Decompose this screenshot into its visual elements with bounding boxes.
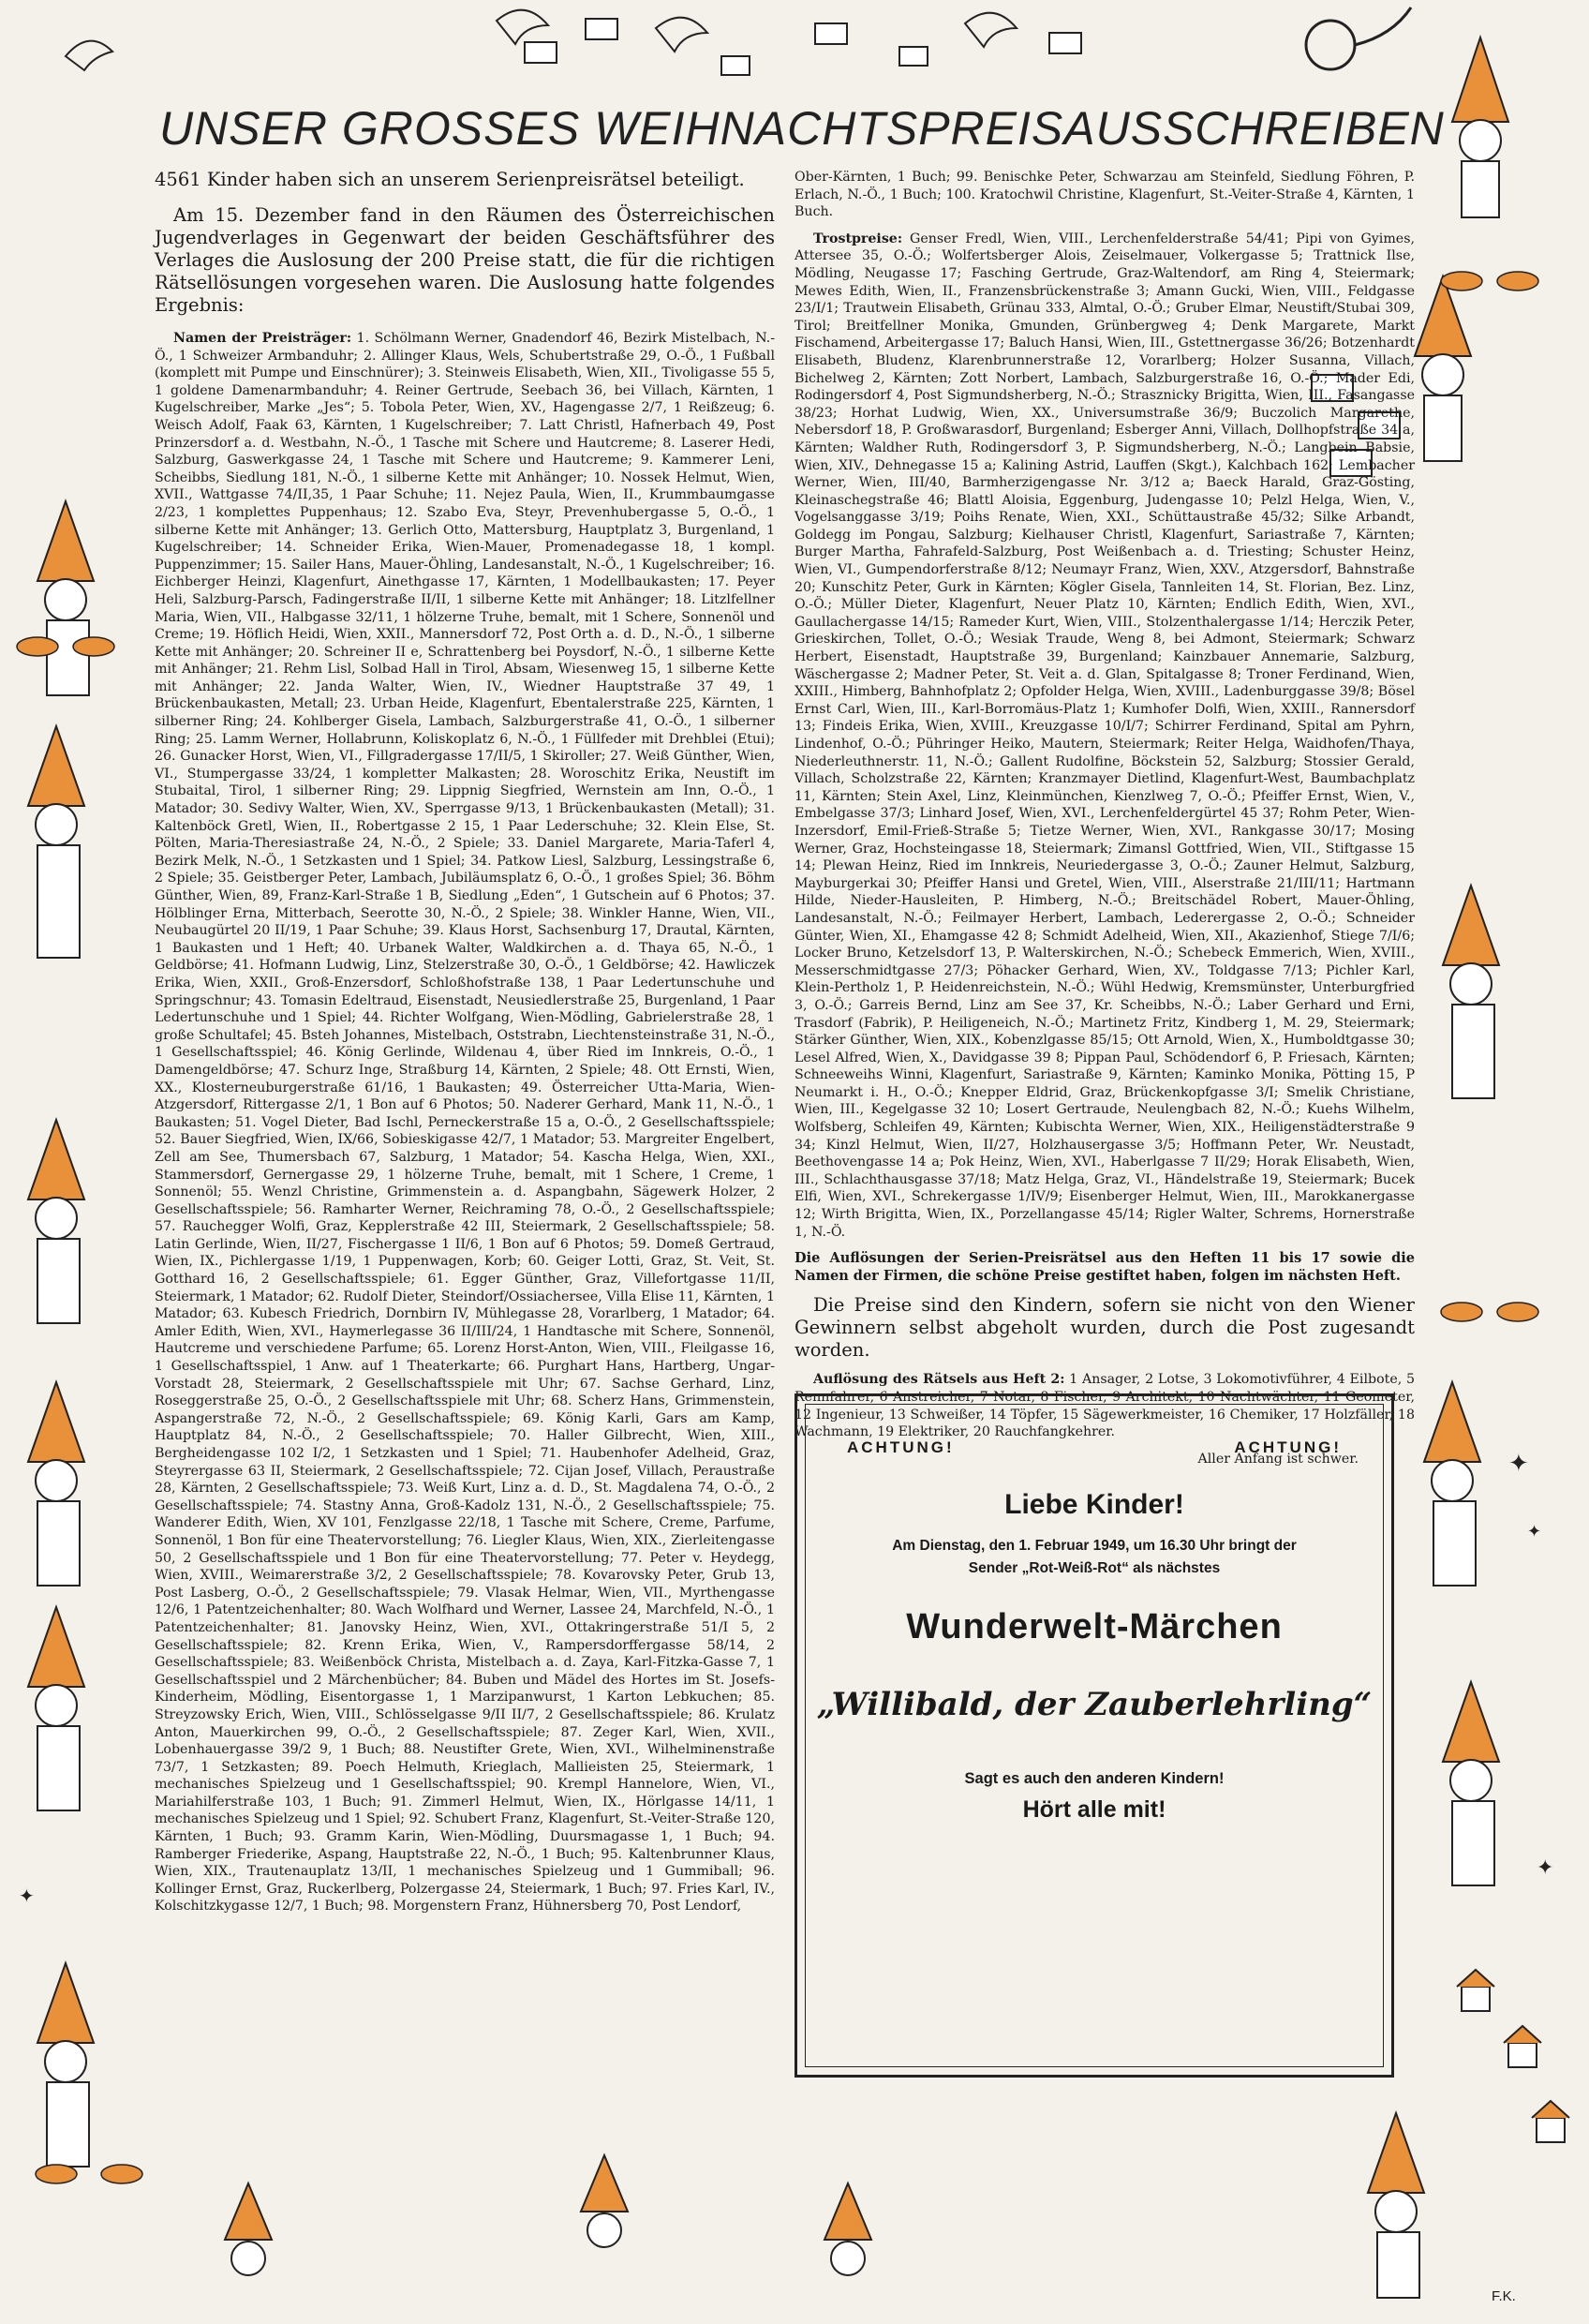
listen-call: Hört alle mit! [1022,1796,1166,1823]
solution-label: Auflösung des Rätsels aus Heft 2: [813,1372,1065,1388]
house-icon [1457,1970,1569,2142]
announcement-date-line: Am Dienstag, den 1. Februar 1949, um 16.30 Uhr bringt der [892,1538,1297,1554]
closing-line: Aller Anfang ist schwer. [1197,1451,1359,1467]
page-title: UNSER GROSSES WEIHNACHTSPREISAUSSCHREIBEN [159,102,1445,155]
share-line: Sagt es auch den anderen Kindern! [964,1770,1225,1787]
winners-list [155,330,775,1915]
consolation-text: Genser Fredl, Wien, VIII., Lerchenfelderstraße 54/41; Pipi von Gyimes, Attersee 35, O.-Ö.; Wolfertsberger Alois, Zeiselmauer, Volkergasse 5; Trattnick Ilse, Mödling, Neugasse 17; Fasching Gertrude, Graz-Waltendorf, am Ring 4, Steiermark; Mewes Edith, Wien, II., Franzensbrückenstraße 3; Amann Gucki, Wien, VIII., Feldgasse 23/I/1; Trautwein Elisabeth, Grünau 333, Almtal, O.-Ö.; Gruber Elmar, Neustift/Stubai 309, Tirol; Breitfellner Monika, Gmunden, Grünbergweg 4; Denk Margarete, Markt Fischamend, Arbeitergasse 17; Baluch Hansi, Wien, III., Gstettnergasse 36/26; Botzenhardt Elisabeth, Bludenz, Klarenbrunnerstraße 12, Vorarlberg; Holzer Susanna, Villach, Bichelweg 2, Kärnten; Zott Norbert, Lambach, Salzburgerstraße 16, O.-Ö.; Mader Edi, Rodingersdorf 4, Post Sigmundsherberg, N.-Ö.; Strasznicky Brigitta, Wien, III., Fasangasse 38/23; Horhat Ludwig, Wien, XX., Universumstraße 36/9; Buczolich Margarethe, Nebersdorf 18, P. Großwarasdorf, Burgenland; Esberger Anni, Villach, Dollhopfstraße 34 a, Kärnten; Waldher Ruth, Rodingersdorf 3, P. Sigmundsherberg, N.-Ö.; Langbein Babsie, Wien, XIV., Dehnegasse 15 a; Kalining Astrid, Lauffen (Skgt.), Kalchbach 162; Lembacher Werner, Wien, III/40, Barmherzigengasse Nr. 3/12 a; Baeck Harald, Graz-Gösting, Kleinaschegstraße 46; Blattl Aloisia, Eggenburg, Judengasse 10; Pelzl Helga, Wien, V., Vogelsanggasse 3/19; Poihs Renate, Wien, XXI., Schüttaustraße 45/32; Silke Arbandt, Goldegg im Pongau, Salzburg; Kielhauser Christl, Klagenfurt, Sariastraße 7, Kärnten; Burger Martha, Fahrafeld-Salzburg, Post Weißenbach a. d. Triesting; Schuster Heinz, Wien, VI., Gumpendorferstraße 8/12; Neumayr Franz, Wien, XXV., Atzgersdorf, Bahnstraße 20; Kunschitz Peter, Gurk in Kärnten; Kögler Gisela, Tannleiten 14, St. Florian, Bez. Linz, O.-Ö.; Müller Dieter, Klagenfurt, Neuer Platz 10, Kärnten; Endlich Edith, Wien, XVI., Gaullachergasse 14/15; Rameder Kurt, Wien, VIII., Stolzenthalergasse 1/14; Herczik Peter, Grieskirchen, Tollet, O.-Ö.; Wesiak Traude, Weng 8, bei Admont, Steiermark; Schwarz Herbert, Eisenstadt, Hauptstraße 39, Burgenland; Kainzbauer Annemarie, Salzburg, Wäschergasse 2; Madner Peter, St. Veit a. d. Glan, Spitalgasse 8; Troner Ferdinand, Wien, XXIII., Himberg, Bahnhofplatz 2; Opfolder Helga, Wien, XVIII., Ladenburggasse 39/8; Bösel Ernst Carl, Wien, III., Karl-Borromäus-Platz 1; Kumhofer Dolfi, Wien, XXIII., Rannersdorf 13; Findeis Erika, Wien, XVIII., Kreuzgasse 10/I/7; Schirrer Ferdinand, Spital am Pyhrn, Lindenhof, O.-Ö.; Pühringer Heiko, Mautern, Steiermark; Reiter Helga, Waidhofen/Thaya, Niederleuthnerstr. 11, N.-Ö.; Gallent Rudolfine, Böckstein 52, Salzburg; Stossier Gerald, Villach, Scholzstraße 22, Kärnten; Kranzmayer Dietlind, Klagenfurt-West, Baumbachplatz 11, Kärnten; Stein Axel, Linz, Kleinmünchen, Kienzlweg 7, O.-Ö.; Pfeiffer Ernst, Wien, V., Embelgasse 37/3; Linhard Josef, Wien, XVI., Lerchenfeldergürtel 45 37; Rohm Peter, Wien-Inzersdorf, Emil-Frieß-Straße 5; Tietze Werner, Wien, XVI., Rankgasse 30/17; Mosing Werner, Graz, Hochsteingasse 18, Steiermark; Zimansl Gottfried, Wien, VII., Stiftgasse 15 14; Plewan Heinz, Ried im Innkreis, Neuriedergasse 3, O.-Ö.; Zauner Helmut, Salzburg, Mayburgerkai 30; Pfeiffer Hansi und Gretel, Wien, VIII., Alserstraße 21/III/11; Hartmann Hilde, Nieder-Hausleiten, P. Himberg, N.-Ö.; Breitschädel Robert, Mauer-Öhling, Landesanstalt, N.-Ö.; Feilmayer Herbert, Lambach, Lederergasse 2, O.-Ö.; Schneider Günter, Wien, XI., Ehamgasse 42 8; Schmidt Adelheid, Wien, XII., Akazienhof, Stiege 7/I/6; Locker Bruno, Ketzelsdorf 13, P. Walterskirchen, N.-Ö.; Schebeck Emmerich, Wien, XVIII., Messerschmidtgasse 27/3; Pöhacker Gerhard, Wien, XV., Toldgasse 7/13; Pichler Karl, Klein-Pertholz 1, P. Heidenreichstein, N.-Ö.; Wühl Hedwig, Kremsmünster, Unterburgfried 3, O.-Ö.; Garreis Bernd, Linz am See 37, Kr. Scheibbs, N.-Ö.; Laber Gerhard und Erni, Trasdorf (Fabrik), P. Heiligeneich, N.-Ö.; Martinetz Fritz, Kindberg 1, M. 29, Steiermark; Stärker Günther, Wien, XIX., Kobenzlgasse 85/15; Ott Arnold, Wien, X., Humboldtgasse 30; Lesel Alfred, Wien, X., Davidgasse 39 8; Pippan Paul, Schödendorf 6, P. Friesach, Kärnten; Schneeweihs Winni, Klagenfurt, Sariastraße 9, Kärnten; Kaminko Monika, Pötting 15, P Neumarkt i. H., O.-Ö.; Knepper Eldrid, Graz, Brückenkopfgasse 3/I; Smelik Christiane, Wien, III., Kegelgasse 32 10; Losert Gertraude, Neulengbach 82, N.-Ö.; Kuehs Wilhelm, Wolfsberg, Schleifen 49, Kärnten; Kubischta Werner, Wien, XIX., Heiligenstädterstraße 9 34; Kinzl Helmut, Wien, II/27, Holzhausergasse 3/5; Hoffmann Peter, Wr. Neustadt, Beethovengasse 14 a; Pok Heinz, Wien, XVI., Haberlgasse 7 II/29; Horak Elisabeth, Wien, III., Schlachthausgasse 37/18; Matz Helga, Graz, VI., Händelstraße 19, Steiermark; Bucek Elfi, Wien, XVI., Schrekergasse 1/IV/9; Eisenberger Helmut, Wien, III., Marokkanergasse 12; Wirth Brigitta, Wien, IX., Porzellangasse 45/14; Rigler Walter, Schrems, Hornerstraße 1, N.-Ö. [794,231,1415,1240]
winners-label: Namen der Preisträger: [173,331,352,346]
left-column [155,169,775,2155]
delivery-note: Die Preise sind den Kindern, sofern sie nicht von den Wiener Gewinnern selbst abgeholt wurden, durch die Post zugesandt worden. [794,1294,1415,1362]
announcement-heading: Liebe Kinder! [1004,1489,1184,1520]
intro-drawing: Am 15. Dezember fand in den Räumen des Österreichischen Jugendverlages in Gegenwart der beiden Geschäftsführer des Verlages die Auslosung der 200 Preise statt, die für die richtigen Rätsellösungen vorgesehen waren. Die Auslosung hatte folgendes Ergebnis: [155,204,775,316]
attention-left: ACHTUNG! [847,1438,955,1456]
artist-signature: F.K. [1492,2288,1516,2304]
program-title: Wunderwelt-Märchen [906,1607,1283,1646]
story-title: „Willibald, der Zauberlehrling“ [816,1686,1373,1723]
svg-text:✦: ✦ [1537,1856,1554,1880]
svg-text:✦: ✦ [19,1885,35,1907]
announcement-inner-frame [805,1404,1384,2067]
consolation-list [794,231,1415,1241]
announcement-station-line: Sender „Rot-Weiß-Rot“ als nächstes [968,1560,1221,1576]
attention-right: ACHTUNG! [1234,1438,1342,1456]
solutions-note: Die Auflösungen der Serien-Preisrätsel aus den Heften 11 bis 17 sowie die Namen der Firmen, die schöne Preise gestiftet haben, folgen im nächsten Heft. [794,1250,1415,1284]
winners-continued: Ober-Kärnten, 1 Buch; 99. Benischke Peter, Schwarzau am Steinfeld, Siedlung Föhren, P. Erlach, N.-Ö., 1 Buch; 100. Kratochwil Christine, Klagenfurt, St.-Veiter-Straße 4, Kärnten, 1 Buch. [794,170,1415,220]
winners-text: 1. Schölmann Werner, Gnadendorf 46, Bezirk Mistelbach, N.-Ö., 1 Schweizer Armbanduhr; 2. Allinger Klaus, Wels, Schubertstraße 29, O.-Ö., 1 Fußball (komplett mit Pumpe und Einschnürer); 3. Steinweis Elisabeth, Wien, XII., Tivoligasse 55 5, 1 goldene Damenarmbanduhr; 4. Reiner Gertrude, Seebach 36, bei Villach, Kärnten, 1 Kugelschreiber, Marke „Jes“; 5. Tobola Peter, Wien, XV., Hagengasse 2/7, 1 Reißzeug; 6. Weisch Adolf, Faak 63, Kärnten, 1 Kugelschreiber; 7. Latt Christl, Hafnerbach 49, Post Prinzersdorf a. d. Westbahn, N.-Ö., 1 Tasche mit Schere und Hautcreme; 8. Laserer Hedi, Salzburg, Gaswerkgasse 24, 1 Tasche mit Schere und Hautcreme; 9. Kammerer Leni, Scheibbs, Siedlung 181, N.-Ö., 1 silberne Kette mit Anhänger; 10. Nossek Helmut, Wien, XVII., Wattgasse 74/II,35, 1 Paar Schuhe; 11. Nejez Paula, Wien, II., Krummbaumgasse 2/23, 1 komplettes Puppenhaus; 12. Szabo Eva, Steyr, Prevenhubergasse 5, O.-Ö., 1 silberne Kette mit Anhänger; 13. Gerlich Otto, Mattersburg, Hauptplatz 3, Burgenland, 1 Kugelschreiber; 14. Schneider Erika, Wien-Mauer, Promenadegasse 18, 1 kompl. Puppenzimmer; 15. Sailer Hans, Mauer-Öhling, Landesanstalt, N.-Ö., 1 Kugelschreiber; 16. Eichberger Heinzi, Klagenfurt, Ainethgasse 17, Kärnten, 1 Modellbaukasten; 17. Peyer Heli, Salzburg-Parsch, Fadingerstraße II/II, 1 silberne Kette mit Anhänger; 18. Litzlfellner Maria, Wien, VII., Halbgasse 32/11, 1 hölzerne Truhe, bemalt, mit 1 Schere, Sonnenöl und Creme; 19. Höflich Heidi, Wien, XXII., Mannersdorf 72, Post Orth a. d. D., N.-Ö., 1 silberne Kette mit Anhänger; 20. Schreiner II e, Schrattenberg bei Poysdorf, N.-Ö., 1 silberne Kette mit Anhänger; 21. Rehm Lisl, Solbad Hall in Tirol, Absam, Wiesenweg 15, 1 silberne Kette mit Anhänger; 22. Janda Walter, Wien, IV., Wiedner Hauptstraße 37 49, 1 Brückenbaukasten, Metall; 23. Urban Heide, Klagenfurt, Ebentalerstraße 225, Kärnten, 1 silberner Ring; 24. Kohlberger Gisela, Lambach, Salzburgerstraße 41, O.-Ö., 1 silberner Ring; 25. Lamm Werner, Hollabrunn, Koliskoplatz 6, N.-Ö., 1 Füllfeder mit Drehblei (Etui); 26. Gunacker Horst, Wien, VI., Fillgradergasse 17/II/5, 1 Skiroller; 27. Weiß Günther, Wien, VI., Stumpergasse 33/24, 1 kompletter Malkasten; 28. Woroschitz Erika, Neustift im Stubaital, Tirol, 1 silberner Ring; 29. Lippnig Siegfried, Wernstein am Inn, O.-Ö., 1 Matador; 30. Sedivy Walter, Wien, XV., Sperrgasse 9/13, 1 Brückenbaukasten (Metall); 31. Kaltenböck Gretl, Wien, II., Robertgasse 2 15, 1 Paar Lederschuhe; 32. Klein Else, St. Pölten, Maria-Theresiastraße 24, N.-Ö., 2 Spiele; 33. Daniel Margarete, Maria-Taferl 4, Bezirk Melk, N.-Ö., 1 Setzkasten und 1 Spiel; 34. Patkow Liesl, Salzburg, Lessingstraße 6, 2 Spiele; 35. Geistberger Peter, Lambach, Jubiläumsplatz 6, O.-Ö., 1 großes Spiel; 36. Böhm Günther, Wien, 89, Franz-Karl-Straße 1 B, Siedlung „Eden“, 1 Gutschein auf 6 Photos; 37. Hölblinger Erna, Mitterbach, Seerotte 30, N.-Ö., 2 Spiele; 38. Winkler Hanne, Wien, VII., Neubaugürtel 20 II/19, 1 Paar Schuhe; 39. Klaus Horst, Sachsenburg 17, Drautal, Kärnten, 1 Baukasten und 1 Heft; 40. Urbanek Walter, Waldkirchen a. d. Thaya 65, N.-Ö., 1 Geldbörse; 41. Hofmann Ludwig, Linz, Stelzerstraße 30, O.-Ö., 1 Geldbörse; 42. Hawliczek Erika, Wien, XXII., Groß-Enzersdorf, Schloßhofstraße 138, 1 Paar Ledertunschuhe und Springschnur; 43. Tomasin Edeltraud, Eisenstadt, Neusiedlerstraße 25, Burgenland, 1 Paar Ledertunschuhe und 1 Spiel; 44. Richter Wolfgang, Wien-Mödling, Gabrielerstraße 28, 1 große Schultafel; 45. Bsteh Johannes, Mistelbach, Oststrabn, Liechtensteinstraße 31, N.-Ö., 1 Gesellschaftsspiel; 46. König Gerlinde, Wildenau 4, über Ried im Innkreis, O.-Ö., 1 Damengeldbörse; 47. Schurz Inge, Straßburg 14, Kärnten, 2 Spiele; 48. Ott Ernsti, Wien, XX., Klosterneuburgerstraße 61/16, 1 Baukasten; 49. Österreicher Utta-Maria, Wien-Atzgersdorf, Rittergasse 2/1, 1 Bon auf 6 Photos; 50. Naderer Gerhard, Mank 11, N.-Ö., 1 Baukasten; 51. Vogel Dieter, Bad Ischl, Perneckerstraße 15 a, O.-Ö., 2 Gesellschaftsspiele; 52. Bauer Siegfried, Wien, IX/66, Sobieskigasse 42/7, 1 Matador; 53. Margreiter Engelbert, Zell am See, Thumersbach 67, Salzburg, 1 Matador; 54. Kascha Helga, Wien, XXI., Stammersdorf, Gernergasse 29, 1 hölzerne Truhe, bemalt, mit 1 Schere, 1 Creme, 1 Sonnenöl; 55. Wenzl Christine, Grimmenstein a. d. Aspangbahn, Sägewerk Holzer, 2 Gesellschaftsspiele; 56. Ramharter Werner, Reichraming 78, O.-Ö., 2 Gesellschaftsspiele; 57. Rauchegger Wolfi, Graz, Kepplerstraße 42 III, Steiermark, 2 Gesellschaftsspiele; 58. Latin Gerlinde, Wien, II/27, Fischergasse 1 II/6, 1 Bon auf 6 Photos; 59. Domeß Gertraud, Wien, IX., Pichlergasse 1/19, 1 Puppenwagen, Korb; 60. Geiger Lotti, Graz, St. Veit, St. Gotthard 16, 2 Gesellschaftsspiele; 61. Egger Günther, Graz, Villefortgasse 11/II, Steiermark, 1 Matador; 62. Rudolf Dieter, Steindorf/Ossiachersee, Villa Elise 11, Kärnten, 1 Matador; 63. Kubesch Friedrich, Dornbirn IV, Mühlegasse 28, Vorarlberg, 1 Matador; 64. Amler Edith, Wien, XVI., Haymerlegasse 36 II/III/24, 1 Handtasche mit Schere, Sonnenöl, Hautcreme und verschiedene Parfume; 65. Lorenz Horst-Anton, Wien, VIII., Fleilgasse 16, 1 Gesellschaftsspiel, 1 Anw. auf 1 Theaterkarte; 66. Purghart Hans, Hartberg, Ungar-Vorstadt 28, Steiermark, 2 Gesellschaftsspiele mit Uhr; 67. Sachse Gerhard, Linz, Roseggerstraße 25, O.-Ö., 2 Gesellschaftsspiele mit Uhr; 68. Scherz Hans, Grimmenstein, Aspangerstraße 72, N.-Ö., 2 Gesellschaftsspiele; 69. König Karli, Gars am Kamp, Hauptplatz 84, N.-Ö., 2 Gesellschaftsspiele; 70. Haller Gilbrecht, Wien, XIII., Bergheidengasse 102 I/2, 1 Setzkasten und 1 Spiel; 71. Haubenhofer Adelheid, Graz, Steyrergasse 63 II, Steiermark, 2 Gesellschaftsspiele; 72. Cijan Josef, Villach, Peraustraße 28, Kärnten, 2 Gesellschaftsspiele; 73. Weiß Kurt, Linz a. d. D., St. Magdalena 74, O.-Ö., 2 Gesellschaftsspiele; 74. Stastny Anna, Groß-Kadolz 131, N.-Ö., 2 Gesellschaftsspiele; 75. Wanderer Edith, Wien, XV 101, Fenzlgasse 22/18, 1 Tasche mit Schere, Creme, Parfume, Sonnenöl, 1 Bon für eine Theatervorstellung; 76. Liegler Klaus, Wien, XIX., Zierleitengasse 50, 2 Gesellschaftsspiele und 1 Bon für eine Theatervorstellung; 77. Peter v. Heydegg, Wien, XVIII., Weimarerstraße 3/2, 2 Gesellschaftsspiele; 78. Kovarovsky Peter, Grub 13, Post Lasberg, O.-Ö., 2 Gesellschaftsspiele; 79. Vlasak Helmar, Wien, VII., Myrthengasse 12/6, 1 Patentzeichenhalter; 80. Wach Wolfhard und Werner, Lassee 24, Marchfeld, N.-Ö., 1 Patentzeichenhalter; 81. Janovsky Heinz, Wien, XVI., Ottakringerstraße 51/I 5, 2 Gesellschaftsspiele; 82. Krenn Erika, Wien, V., Rampersdorffergasse 58/14, 2 Gesellschaftsspiele; 83. Weißenböck Christa, Mistelbach a. d. Zaya, Karl-Fitzka-Gasse 7, 1 Gesellschaftsspiel und 2 Märchenbücher; 84. Buben und Mädel des Hortes im St. Josefs-Kinderheim, Mödling, Eisentorgasse 1, 1 Marzipanwurst, 1 Karton Lebkuchen; 85. Streyzowsky Erich, Wien, VIII., Schlösselgasse 9/II II/7, 2 Gesellschaftsspiele; 86. Krulatz Anton, Mauerkirchen 99, O.-Ö., 2 Gesellschaftsspiele; 87. Zeger Karl, Wien, XVII., Lobenhauergasse 39/2 9, 1 Buch; 88. Neustifter Grete, Wien, XVI., Wilhelminenstraße 73/7, 1 Setzkasten; 89. Poech Helmuth, Krieglach, Mallieisten 25, Steiermark, 1 mechanisches Spielzeug und 1 Gesellschaftsspiel; 90. Krempl Hannelore, Wien, VI., Mariahilferstraße 103, 1 Buch; 91. Zimmerl Helmut, Wien, IX., Hörlgasse 14/11, 1 mechanisches Spielzeug und 1 Spiel; 92. Schubert Franz, Klagenfurt, St.-Veiter-Straße 120, Kärnten, 1 Buch; 93. Gramm Karin, Wien-Mödling, Duursmagasse 1, 1 Buch; 94. Ramberger Friederike, Aspang, Hauptstraße 22, N.-Ö., 1 Buch; 95. Kaltenbrunner Klaus, Wien, XIX., Trautenauplatz 13/II, 1 mechanisches Spielzeug und 1 Gummiball; 96. Kollinger Ernst, Graz, Ruckerlberg, Polzergasse 24, Steiermark, 1 Buch; 97. Fries Karl, IV., Kolschitzkygasse 12/7, 1 Buch; 98. Morgenstern Franz, Hühnersberg 70, Post Lendorf, [155,331,776,1914]
radio-announcement-box [794,1393,1394,2078]
svg-text:✦: ✦ [1527,1522,1542,1542]
posthorn-icon [1306,7,1411,69]
consolation-label: Trostpreise: [813,231,903,246]
intro-participants: 4561 Kinder haben sich an unserem Serienpreisrätsel beteiligt. [155,169,745,190]
svg-text:✦: ✦ [1508,1450,1529,1478]
solution-text: 1 Ansager, 2 Lotse, 3 Lokomotivführer, 4 Eilbote, 5 Rennfahrer, 6 Anstreicher, 7 Notar, 8 Fischer, 9 Architekt, 10 Nachtwächter, 11 Geometer, 12 Ingenieur, 13 Schweißer, 14 Töpfer, 15 Sägewerkmeister, 16 Chemiker, 17 Holzfäller, 18 Wachmann, 19 Elektriker, 20 Rauchfangkehrer. [794,1372,1416,1440]
